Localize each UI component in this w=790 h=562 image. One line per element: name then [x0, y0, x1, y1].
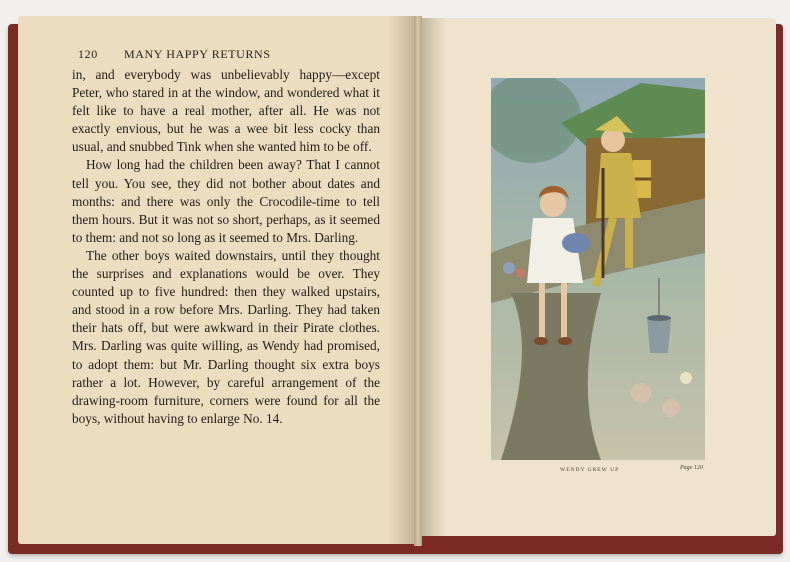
paragraph: How long had the children been away? That I cannot tell you. You see, they did not bother about dates and months: and there was only the Crocodile-time to tell them hours. But it was not so short, perhaps, as it seemed to them: and not so long as it seemed to Mrs. Darling.: [72, 157, 380, 245]
illustration-plate: [491, 78, 705, 460]
plate-page-reference: Page 120: [680, 465, 703, 471]
gutter-shadow-right: [420, 18, 446, 536]
paragraph: The other boys waited downstairs, until they thought the surprises and explanations would be over. They counted up to five hundred: then they walked upstairs, and stood in a row before Mrs. Darling. They had taken their hats off, but were awkward in their Pirate clothes. Mrs. Darling was quite willing, as Wendy had promised, to adopt them: but Mr. Darling thought six extra boys rather a lot. However, by careful arrangement of the drawing-room furniture, corners were found for all the boys, without having to enlarge No. 14.: [72, 247, 380, 426]
paragraph: in, and everybody was unbelievably happy—except Peter, who stared in at the window, and wondered what it felt like to have a real mother, after all. He was not exactly envious, but he was a wee bit less cocky than usual, and snubbed Tink when she wanted him to be off.: [72, 67, 380, 155]
illustration-image: [491, 78, 705, 460]
book-gutter: [414, 16, 422, 546]
plate-caption: WENDY GREW UP: [560, 467, 620, 473]
page-number: 120: [78, 47, 98, 61]
page-text: [72, 66, 380, 428]
running-head: MANY HAPPY RETURNS: [124, 47, 271, 61]
